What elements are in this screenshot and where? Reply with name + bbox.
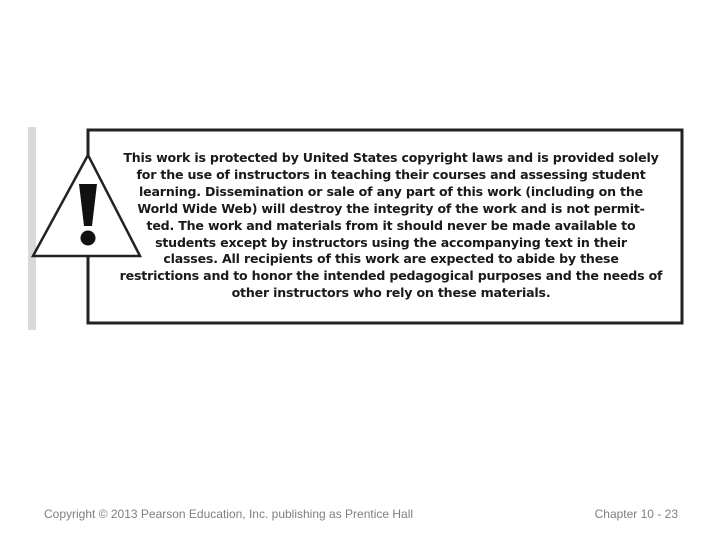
footer-copyright: Copyright © 2013 Pearson Education, Inc. publishing as Prentice Hall <box>44 507 414 521</box>
notice-line: restrictions and to honor the intended pedagogical purposes and the needs of <box>119 268 663 284</box>
notice-text <box>104 150 678 302</box>
copyright-notice <box>28 123 688 330</box>
notice-line: ted. The work and materials from it should never be made available to <box>146 217 636 233</box>
notice-line: students except by instructors using the accompanying text in their <box>155 234 627 250</box>
notice-line: World Wide Web) will destroy the integrity of the work and is not permit- <box>137 200 645 216</box>
notice-line: for the use of instructors in teaching their courses and assessing student <box>136 166 646 182</box>
notice-line: classes. All recipients of this work are expected to abide by these <box>163 251 619 267</box>
notice-line: learning. Dissemination or sale of any part of this work (including on the <box>139 183 643 199</box>
notice-line: This work is protected by United States copyright laws and is provided solely <box>123 150 659 165</box>
notice-shadow <box>28 127 36 330</box>
notice-line: other instructors who rely on these materials. <box>231 285 551 301</box>
footer-page-number: Chapter 10 - 23 <box>594 507 678 521</box>
